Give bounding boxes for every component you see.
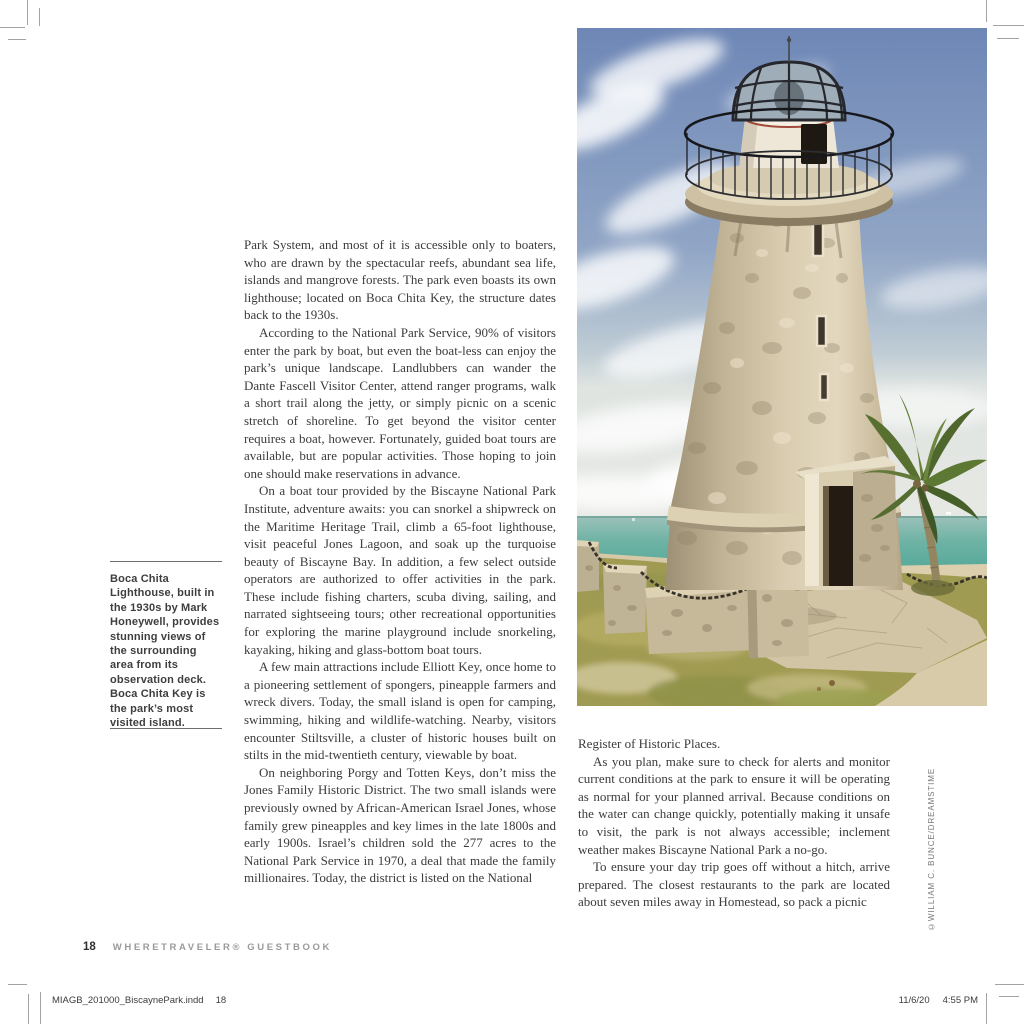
photo-credit: ©WILLIAM C. BUNCE/DREAMSTIME [927,767,936,931]
article-paragraph: On neighboring Porgy and Totten Keys, don’t miss the Jones Family Historic District. The two small islands were previously owned by African-American Israel Jones, whose family grew pineapples and key limes in the late 1800s and early 1900s. Israel’s children sold the 277 acres to the National Park Service in 1970, a deal that made the family millionaires. Today, the district is listed on the National [244,764,556,886]
print-slug-time: 4:55 PM [942,995,978,1006]
article-paragraph: According to the National Park Service, 90% of visitors enter the park by boat, but even the boat-less can enjoy the park’s unique landscape. Landlubbers can wander the Dante Fascell Visitor Center, attend ranger programs, walk a short trail along the jetty, or simply picnic on a scenic stretch of shoreline. To get beyond the visitor center requires a boat, however. Fortunately, guided boat tours are available, but are popular activities. Those hoping to join one should make reservations in advance. [244,324,556,481]
print-slug-filename: MIAGB_201000_BiscaynePark.indd [52,995,204,1006]
article-paragraph: Park System, and most of it is accessible only to boaters, who are drawn by the spectacular reefs, abundant sea life, islands and mangrove forests. The park even boasts its own lighthouse; located on Boca Chita Key, the structure dates back to the 1930s. [244,237,556,323]
body-column-left [244,236,556,887]
body-column-right [578,735,890,911]
print-slug-left [52,995,226,1006]
publication-name: WHERETRAVELER® GUESTBOOK [112,942,332,953]
folio-page-number: 18 [83,941,96,953]
article-paragraph: As you plan, make sure to check for alerts and monitor current conditions at the park to ensure it will be operating as normal for your planned arrival. Because conditions on the water can change quickly, potentially making it unsafe to visit, the park is not always accessible; inclement weather makes Biscayne National Park a no-go. [578,753,890,857]
article-paragraph: A few main attractions include Elliott Key, once home to a pioneering settlement of spongers, pineapple farmers and wreck divers. Today, the small island is open for camping, swimming, hiking and wildlife-watching. Nearby, visitors encounter Stiltsville, a cluster of historic houses built on stilts in the mid-twentieth century, viewable by boat. [244,659,556,763]
print-slug-right [758,995,978,1006]
sidebar-caption-text: Boca Chita Lighthouse, built in the 1930s by Mark Honeywell, provides stunning views of the surrounding area from its observation deck. Boca Chita Key is the park’s most visited island. [110,573,220,730]
article-paragraph: To ensure your day trip goes off without a hitch, arrive prepared. The closest restaurants to the park are located about seven miles away in Homestead, so pack a picnic [578,859,890,910]
lighthouse-illustration [577,28,987,706]
sidebar-caption [110,561,222,729]
article-paragraph: On a boat tour provided by the Biscayne National Park Institute, adventure awaits: you can snorkel a shipwreck on the Maritime Heritage Trail, climb a 65-foot lighthouse, visit peaceful Jones Lagoon, and soak up the turquoise beauty of Biscayne Bay. In addition, a few select outside operators are authorized to offer activities in the park. These include fishing charters, scuba diving, sailing, and narrated sightseeing tours; other recreational opportunities for exploring the marine playground include snorkeling, kayaking, hiking and glass-bottom boat tours. [244,483,556,657]
article-paragraph: Register of Historic Places. [578,736,721,751]
print-slug-page: 18 [215,995,227,1006]
print-slug-date: 11/6/20 [898,995,930,1006]
page-footer [83,941,332,953]
lighthouse-photo [577,28,987,706]
